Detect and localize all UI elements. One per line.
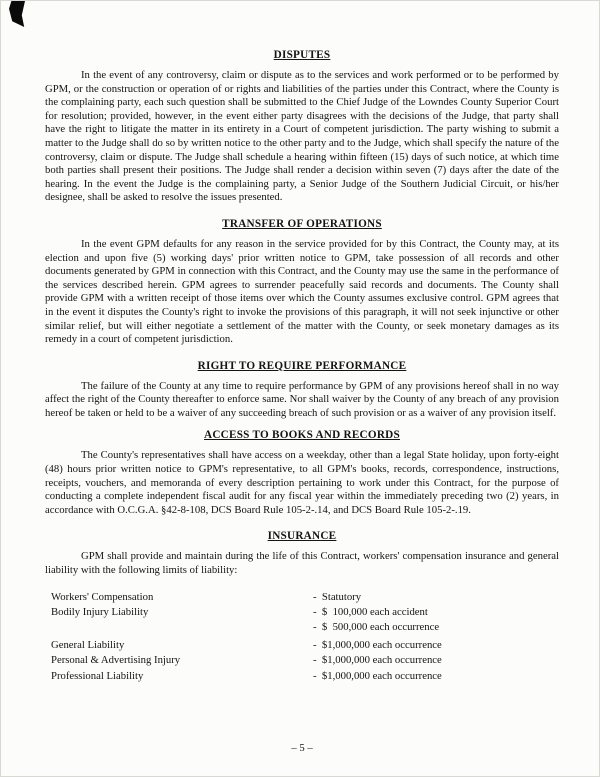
- insurance-row-label: Bodily Injury Liability: [51, 605, 149, 618]
- insurance-row-value: - Statutory: [313, 590, 362, 603]
- table-row: [51, 605, 559, 620]
- section-right-to-require-performance: [45, 347, 559, 421]
- section-paragraph-insurance: GPM shall provide and maintain during the life of this Contract, workers' compensation insurance and general liability with the following limits of liability:: [45, 550, 559, 577]
- insurance-row-label: [51, 620, 313, 635]
- insurance-limits-table: [45, 590, 559, 684]
- section-paragraph-transfer-of-operations: In the event GPM defaults for any reason in the service provided for by this Contract, the County may, at its election and upon five (5) working days' prior written notice to GPM, take possession of all records and other documents generated by GPM in connection with this Contract, and the County may use the same in the performance of the services described herein. GPM agrees to surrender peacefully said records and documents. The County shall provide GPM with a written receipt of those items over which the County assumes exclusive control. GPM agrees that in the event it disputes the County's right to invoke the provisions of this paragraph, it will not seek injunctive or other similar relief, but will either negotiate a settlement of the matter with the County, or seek monetary damages as its remedy in a court of competent jurisdiction.: [45, 237, 559, 346]
- section-paragraph-access-to-books-and-records: The County's representatives shall have access on a weekday, other than a legal State holiday, upon forty-eight (48) hours prior written notice to GPM's representative, to all GPM's books, records, correspondence, instructions, receipts, vouchers, and memoranda of every description pertaining to work under this Contract, for the purpose of conducting a complete independent fiscal audit for any fiscal year within the immediately preceding two (2) years, in accordance with O.C.G.A. §42-8-108, DCS Board Rule 105-2-.14, and DCS Board Rule 105-2-.19.: [45, 449, 559, 516]
- section-insurance: [45, 517, 559, 577]
- page-number: – 5 –: [291, 742, 313, 754]
- insurance-row-value: - $1,000,000 each occurrence: [313, 654, 442, 667]
- table-row: [51, 653, 559, 668]
- insurance-row-value: - $1,000,000 each occurrence: [313, 639, 442, 652]
- insurance-row-value: - $ 100,000 each accident: [313, 605, 428, 618]
- table-row: [51, 620, 559, 635]
- section-heading-access-to-books-and-records: ACCESS TO BOOKS AND RECORDS: [204, 429, 400, 442]
- section-paragraph-disputes: In the event of any controversy, claim or dispute as to the services and work performed or to be performed by GPM, or the construction or operation of or rights and liabilities of the parties under this Contract, where the County is the complaining party, each such question shall be submitted to the Chief Judge of the Lowndes County Superior Court for resolution; provided, however, in the event either party disagrees with the decisions of the Judge, that party shall have the right to litigate the matter in its entirety in a Court of competent jurisdiction. The party wishing to submit a matter to the Judge shall do so by written notice to the other party and to the Judge, which shall specify the nature of the controversy, claim or dispute. The Judge shall schedule a hearing within fifteen (15) days of such notice, at which time both parties shall present their positions. The Judge shall render a decision within seven (7) days after the date of the hearing. In the event the Judge is the complaining party, a Senior Judge of the Southern Judicial Circuit, or his/her designee, shall be asked to resolve the issues presented.: [45, 69, 559, 204]
- insurance-row-value: - $ 500,000 each occurrence: [313, 621, 440, 634]
- section-heading-insurance: INSURANCE: [267, 530, 337, 543]
- section-heading-right-to-require-performance: RIGHT TO REQUIRE PERFORMANCE: [197, 359, 407, 372]
- insurance-row-label: General Liability: [51, 639, 125, 652]
- insurance-row-value: - $1,000,000 each occurrence: [313, 669, 442, 682]
- section-access-to-books-and-records: [45, 420, 559, 517]
- table-row: [51, 669, 559, 684]
- table-row: [51, 638, 559, 653]
- section-paragraph-right-to-require-performance: The failure of the County at any time to require performance by GPM of any provisions hereof shall in no way affect the right of the County thereafter to enforce same. Nor shall waiver by the County of any breach of any provision hereof be taken or held to be a waiver of any succeeding breach of such provision or as a waiver of any provision itself.: [45, 379, 559, 419]
- scan-artifact: [9, 1, 25, 27]
- section-heading-disputes: DISPUTES: [273, 49, 331, 61]
- table-row: [51, 590, 559, 605]
- section-disputes: [45, 49, 559, 205]
- section-heading-transfer-of-operations: TRANSFER OF OPERATIONS: [222, 217, 382, 230]
- insurance-row-label: Personal & Advertising Injury: [51, 654, 181, 667]
- insurance-row-label: Workers' Compensation: [51, 590, 154, 603]
- insurance-row-label: Professional Liability: [51, 669, 144, 682]
- section-transfer-of-operations: [45, 205, 559, 347]
